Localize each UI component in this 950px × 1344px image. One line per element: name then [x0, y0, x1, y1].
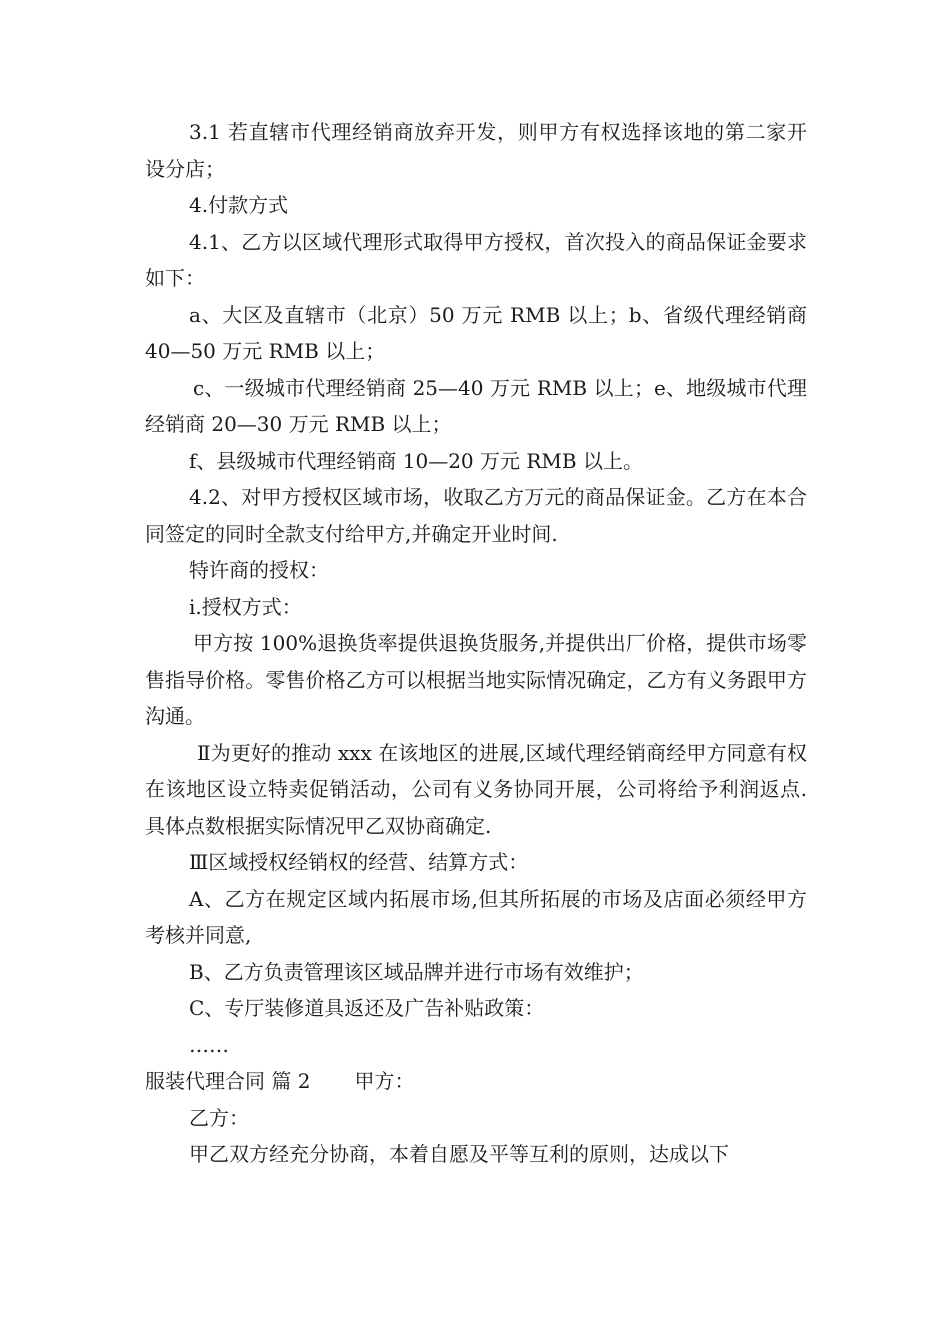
- paragraph-item-c: C、专厅装修道具返还及广告补贴政策：: [189, 996, 545, 1020]
- paragraph-4-1: 4.1、乙方以区域代理形式取得甲方授权，首次投入的商品保证金要求如下：: [145, 229, 807, 290]
- paragraph-franchise-heading: 特许商的授权：: [189, 558, 329, 582]
- paragraph-promotion: Ⅱ为更好的推动 xxx 在该地区的进展,区域代理经销商经甲方同意有权在该地区设立特卖促销活动，公司有义务协同开展，公司将给予利润返点.具体点数根据实际情况甲乙双协商确定.: [145, 740, 807, 838]
- paragraph-authorization-method: i.授权方式：: [189, 594, 302, 619]
- paragraph-item-b: B、乙方负责管理该区域品牌并进行市场有效维护；: [189, 959, 644, 984]
- paragraph-deposit-c-e: c、一级城市代理经销商 25—40 万元 RMB 以上；e、地级城市代理经销商 20—30 万元 RMB 以上；: [145, 375, 807, 436]
- paragraph-return-policy: 甲方按 100%退换货率提供退换货服务,并提供出厂价格，提供市场零售指导价格。零售价格乙方可以根据当地实际情况确定，乙方有义务跟甲方沟通。: [145, 631, 807, 728]
- paragraph-4-2: 4.2、对甲方授权区域市场，收取乙方万元的商品保证金。乙方在本合同签定的同时全款支付给甲方,并确定开业时间.: [145, 485, 807, 546]
- paragraph-3-1: 3.1 若直辖市代理经销商放弃开发，则甲方有权选择该地的第二家开设分店；: [145, 120, 807, 181]
- section-title-line: [145, 1063, 807, 1100]
- party-b-label: 乙方：: [189, 1105, 249, 1130]
- party-a-label: 甲方：: [354, 1069, 415, 1093]
- paragraph-payment-heading: 4.付款方式: [189, 193, 289, 217]
- paragraph-settlement-heading: Ⅲ区域授权经销权的经营、结算方式：: [189, 850, 529, 874]
- document-page: [145, 114, 807, 1173]
- paragraph-ellipsis: ……: [189, 1032, 229, 1057]
- section-title: 服装代理合同 篇 2: [145, 1069, 311, 1093]
- paragraph-item-a: A、乙方在规定区域内拓展市场,但其所拓展的市场及店面必须经甲方考核并同意,: [145, 886, 807, 947]
- paragraph-closing: 甲乙双方经充分协商，本着自愿及平等互利的原则，达成以下: [189, 1142, 729, 1166]
- paragraph-deposit-a-b: a、大区及直辖市（北京）50 万元 RMB 以上；b、省级代理经销商 40—50 万元 RMB 以上；: [145, 302, 807, 363]
- paragraph-deposit-f: f、县级城市代理经销商 10—20 万元 RMB 以上。: [189, 448, 643, 473]
